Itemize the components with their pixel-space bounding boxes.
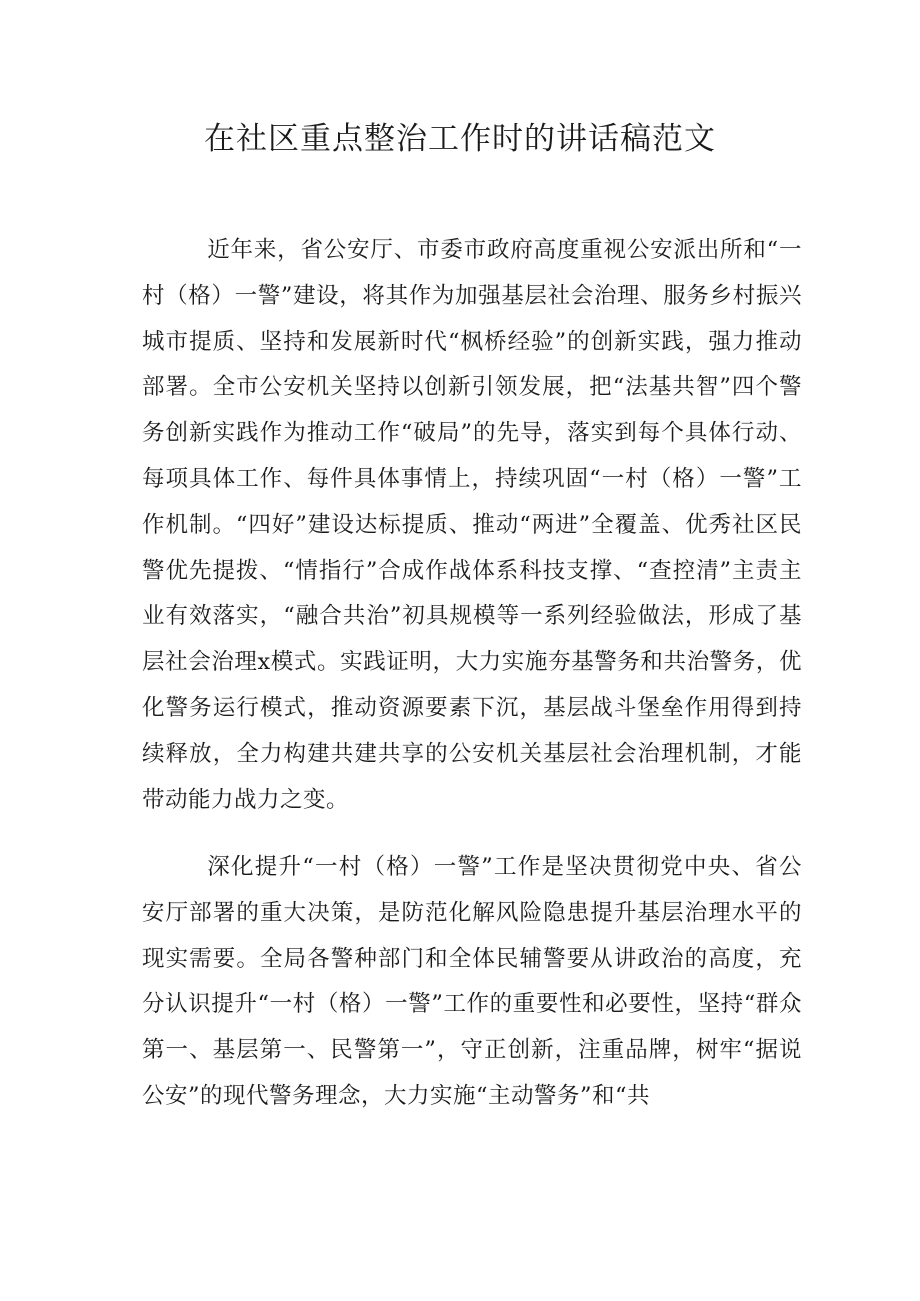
body-paragraph-2: 深化提升“一村（格）一警”工作是坚决贯彻党中央、省公安厅部署的重大决策，是防范化解风险隐患提升基层治理水平的现实需要。全局各警种部门和全体民辅警要从讲政治的高度，充分认识提升“一村（格）一警”工作的重要性和必要性，坚持“群众第一、基层第一、民警第一”，守正创新，注重品牌，树牢“据说公安”的现代警务理念，大力实施“主动警务”和“共 (142, 854, 802, 1109)
document-title: 在社区重点整治工作时的讲话稿范文 (204, 121, 716, 157)
body-paragraph-1: 近年来，省公安厅、市委市政府高度重视公安派出所和“一村（格）一警”建设，将其作为加强基层社会治理、服务乡村振兴城市提质、坚持和发展新时代“枫桥经验”的创新实践，强力推动部署。全市公安机关坚持以创新引领发展，把“法基共智”四个警务创新实践作为推动工作“破局”的先导，落实到每个具体行动、每项具体工作、每件具体事情上，持续巩固“一村（格）一警”工作机制。“四好”建设达标提质、推动“两进”全覆盖、优秀社区民警优先提拨、“情指行”合成作战体系科技支撑、“查控清”主责主业有效落实，“融合共治”初具规模等一系列经验做法，形成了基层社会治理x模式。实践证明，大力实施夯基警务和共治警务，优化警务运行模式，推动资源要素下沉，基层战斗堡垒作用得到持续释放，全力构建共建共享的公安机关基层社会治理机制，才能带动能力战力之变。 (142, 237, 802, 813)
